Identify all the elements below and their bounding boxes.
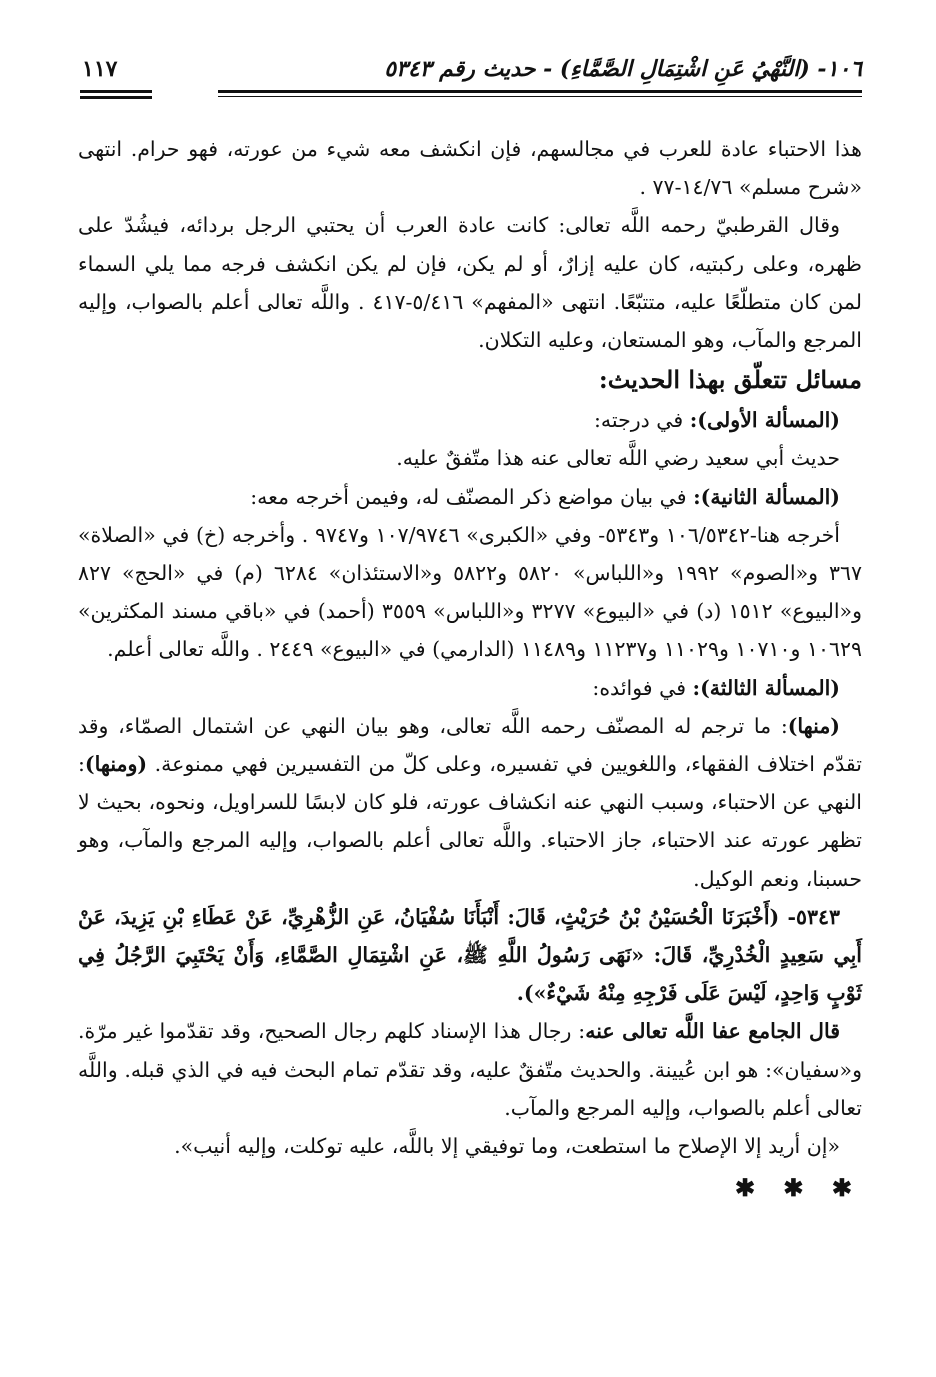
section-heading: مسائل تتعلّق بهذا الحديث:	[598, 365, 862, 395]
benefit-1-text: : ما ترجم له المصنّف رحمه اللَّه تعالى، وهو بيان النهي عن اشتمال الصمّاء، وقد تقدّم اختلاف الفقهاء، واللغويين في تفسيره، وعلى كلّ من التفسيرين فهي ممنوعة.	[78, 713, 862, 777]
header-rule-thick	[218, 90, 862, 93]
benefit-2-label: (ومنها)	[84, 752, 148, 777]
question-1-text: حديث أبي سعيد رضي اللَّه تعالى عنه هذا متّفقٌ عليه.	[396, 446, 840, 471]
header-left-rules	[80, 90, 152, 102]
closing-quote: «إن أريد إلا الإصلاح ما استطعت، وما توفيقي إلا باللَّه، عليه توكلت، وإليه أنيب».	[174, 1134, 840, 1159]
question-3-title: في فوائده:	[592, 675, 693, 700]
question-2-title: في بيان مواضع ذكر المصنّف له، وفيمن أخرجه معه:	[250, 484, 694, 509]
header-rule-thin	[218, 96, 862, 97]
paragraph-2: وقال القرطبيّ رحمه اللَّه تعالى: كانت عادة العرب أن يحتبي الرجل بردائه، فيشُدّ على ظهره، وعلى ركبتيه، كان عليه إزارٌ، أو لم يكن، فإن لم يكن انكشف فرجه مما يلي السماء لمن كان متطلّعًا عليه، متتبّعًا. انتهى «المفهم» ٥/٤١٦-٤١٧ . واللَّه تعالى أعلم بالصواب، وإليه المرجع والمآب، وهو المستعان، وعليه التكلان.	[78, 213, 863, 353]
question-1	[78, 401, 862, 439]
jami-text: : رجال هذا الإسناد كلهم رجال الصحيح، وقد تقدّموا غير مرّة. و«سفيان»: هو ابن عُيينة. والحديث متّفقٌ عليه، وقد تقدّم تمام البحث فيه في الذي قبله. واللَّه تعالى أعلم بالصواب، وإليه المرجع والمآب.	[78, 1019, 862, 1120]
section-divider-stars: ✱ ✱ ✱	[734, 1173, 862, 1203]
question-1-label: (المسألة الأولى):	[689, 408, 840, 433]
page-body	[78, 130, 862, 1207]
jami-comment	[78, 1012, 862, 1127]
question-3-text	[78, 707, 862, 898]
paragraph-1: هذا الاحتباء عادة للعرب في مجالسهم، فإن انكشف معه شيء من عورته، فهو حرام. انتهى «شرح مسلم» ١٤/٧٦-٧٧ .	[78, 137, 862, 200]
question-2-text: أخرجه هنا-١٠٦/٥٣٤٢ و٥٣٤٣- وفي «الكبرى» ١٠٧/٩٧٤٦ و٩٧٤٧ . وأخرجه (خ) في «الصلاة» ٣٦٧ و«الصوم» ١٩٩٢ و«اللباس» ٥٨٢٠ و٥٨٢٢ و«الاستئذان» ٦٢٨٤ (م) في «الحج» ٨٢٧ و«البيوع» ١٥١٢ (د) في «البيوع» ٣٢٧٧ و«اللباس» ٣٥٥٩ (أحمد) في «باقي مسند المكثرين» ١٠٦٢٩ و١٠٧١٠ و١١٠٢٩ و١١٢٣٧ و١١٤٨٩ (الدارمي) في «البيوع» ٢٤٤٩ . واللَّه تعالى أعلم.	[78, 522, 863, 662]
benefit-2-text: : النهي عن الاحتباء، وسبب النهي عنه انكشاف عورته، فلو كان لابسًا للسراويل، ونحوه، بحيث لا تظهر عورته عند الاحتباء، جاز الاحتباء. واللَّه تعالى أعلم بالصواب، وإليه المرجع والمآب، وهو حسبنا، ونعم الوكيل.	[78, 752, 862, 891]
question-3-label: (المسألة الثالثة):	[692, 675, 840, 700]
page-header	[78, 44, 862, 84]
book-page	[78, 44, 863, 1203]
question-1-title: في درجته:	[593, 408, 690, 433]
jami-label: قال الجامع عفا اللَّه تعالى عنه	[585, 1019, 840, 1044]
hadith-text: ٥٣٤٣- (أَخْبَرَنَا الْحُسَيْنُ بْنُ حُرَيْثٍ، قَالَ: أَنْبَأَنَا سُفْيَانُ، عَنِ الزُّهْرِيِّ، عَنْ عَطَاءِ بْنِ يَزِيدَ، عَنْ أَبِي سَعِيدٍ الْخُدْرِيِّ، قَالَ: «نَهَى رَسُولُ اللَّهِ ﷺ، عَنِ اشْتِمَالِ الصَّمَّاءِ، وَأَنْ يَحْتَبِيَ الرَّجُلُ فِي ثَوْبٍ وَاحِدٍ، لَيْسَ عَلَى فَرْجِهِ مِنْهُ شَيْءٌ»).	[78, 904, 862, 1006]
running-title: ١٠٦- (النَّهْيُ عَنِ اشْتِمَالِ الصَّمَّاءِ) - حديث رقم ٥٣٤٣	[384, 56, 862, 82]
question-3	[78, 669, 862, 707]
benefit-1-label: (منها)	[787, 713, 840, 738]
page-number: ١١٧	[82, 56, 118, 82]
question-2-label: (المسألة الثانية):	[693, 484, 840, 509]
question-2	[78, 478, 862, 516]
